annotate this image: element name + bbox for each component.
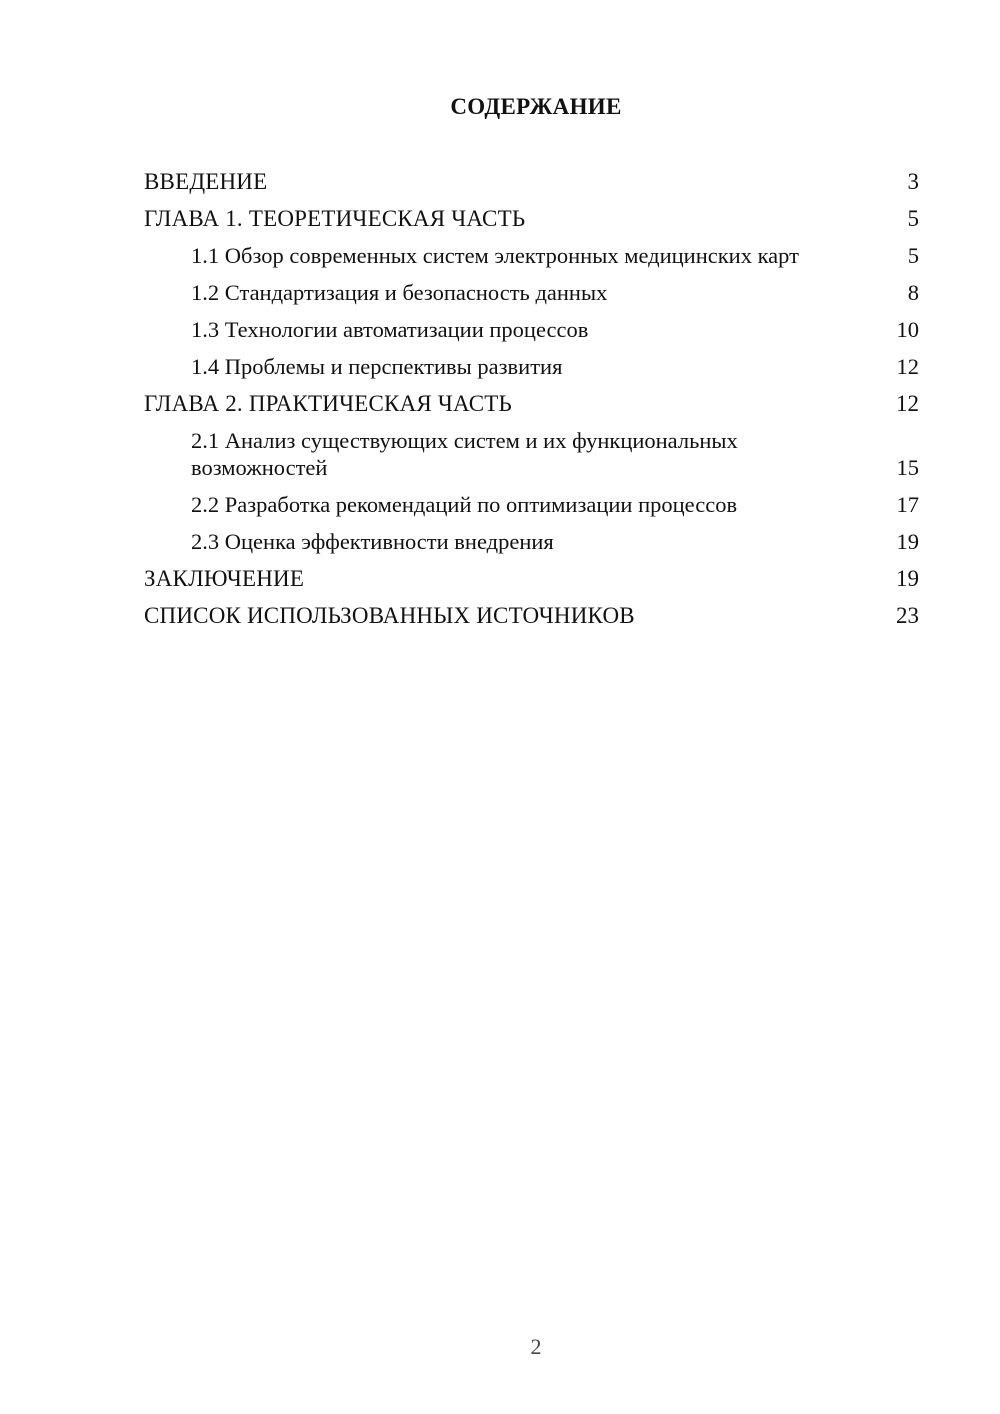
- toc-entry-page: 3: [907, 169, 919, 194]
- toc-entry-chapter-1[interactable]: [144, 205, 919, 232]
- toc-entry-chapter-2[interactable]: [144, 390, 919, 417]
- toc-entry-section-2-3[interactable]: [144, 528, 919, 555]
- page-title: СОДЕРЖАНИЕ: [450, 94, 622, 119]
- toc-entry-label: 1.4 Проблемы и перспективы развития: [191, 354, 563, 379]
- toc-entry-page: 19: [896, 566, 919, 591]
- toc-entry-section-1-3[interactable]: [144, 316, 919, 343]
- toc-entry-label: 2.1 Анализ существующих систем и их функциональных возможностей: [191, 428, 738, 480]
- page-number: 2: [530, 1334, 542, 1359]
- toc-entry-page: 10: [896, 317, 919, 342]
- toc-entry-page: 23: [896, 603, 919, 628]
- toc-entry-label: ВВЕДЕНИЕ: [144, 169, 268, 194]
- toc-entry-section-2-1[interactable]: [144, 427, 919, 481]
- toc-entry-label: 2.3 Оценка эффективности внедрения: [191, 529, 554, 554]
- toc-entry-section-1-4[interactable]: [144, 353, 919, 380]
- toc-entry-label: 1.3 Технологии автоматизации процессов: [191, 317, 589, 342]
- toc-entry-page: 15: [896, 455, 919, 480]
- toc-entry-page: 5: [907, 243, 919, 268]
- table-of-contents: [144, 168, 919, 639]
- toc-entry-page: 5: [907, 206, 919, 231]
- toc-entry-page: 17: [896, 492, 919, 517]
- toc-entry-label: 1.1 Обзор современных систем электронных медицинских карт: [191, 243, 799, 268]
- toc-entry-page: 8: [907, 280, 919, 305]
- toc-entry-conclusion[interactable]: [144, 565, 919, 592]
- toc-entry-section-1-1[interactable]: [144, 242, 919, 269]
- toc-entry-label: 1.2 Стандартизация и безопасность данных: [191, 280, 608, 305]
- toc-entry-label: СПИСОК ИСПОЛЬЗОВАННЫХ ИСТОЧНИКОВ: [144, 603, 635, 628]
- toc-entry-label: ГЛАВА 2. ПРАКТИЧЕСКАЯ ЧАСТЬ: [144, 391, 512, 416]
- toc-entry-section-1-2[interactable]: [144, 279, 919, 306]
- toc-entry-page: 19: [896, 529, 919, 554]
- toc-entry-label: ЗАКЛЮЧЕНИЕ: [144, 566, 305, 591]
- toc-entry-section-2-2[interactable]: [144, 491, 919, 518]
- toc-entry-page: 12: [896, 354, 919, 379]
- toc-entry-page: 12: [896, 391, 919, 416]
- toc-entry-label: ГЛАВА 1. ТЕОРЕТИЧЕСКАЯ ЧАСТЬ: [144, 206, 526, 231]
- toc-entry-label: 2.2 Разработка рекомендаций по оптимизации процессов: [191, 492, 738, 517]
- toc-entry-introduction[interactable]: [144, 168, 919, 195]
- toc-entry-references[interactable]: [144, 602, 919, 629]
